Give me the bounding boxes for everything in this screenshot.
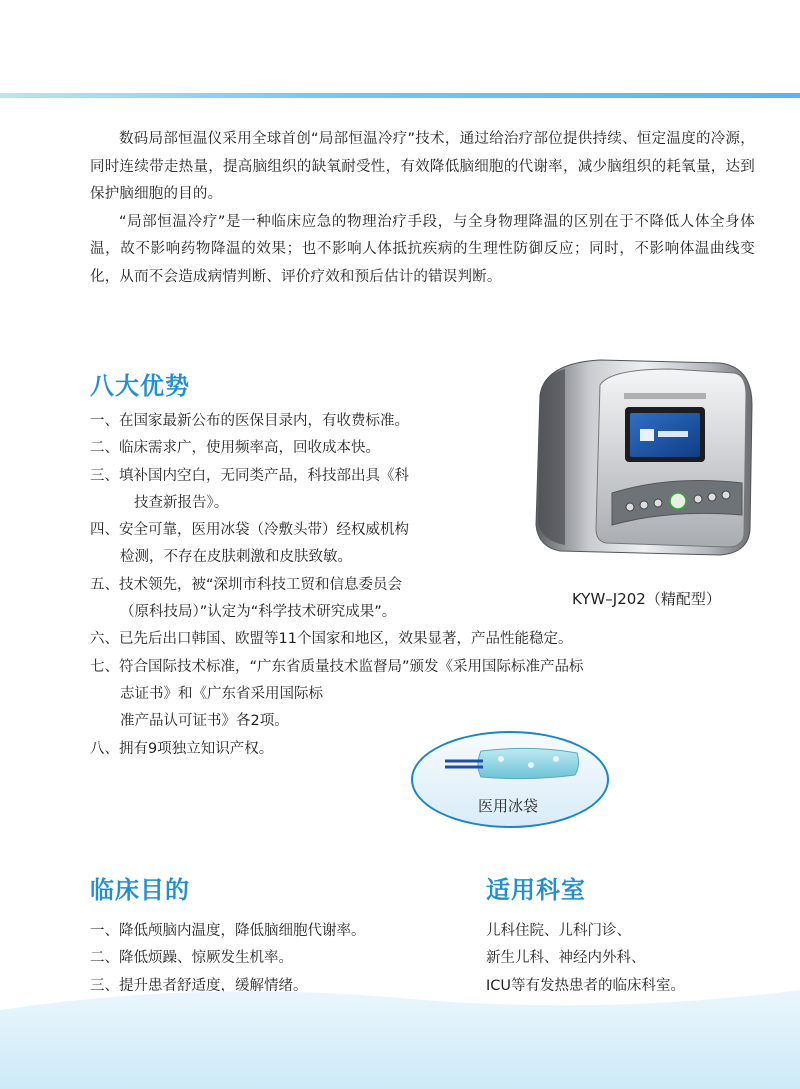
header-divider-line [0, 93, 800, 98]
list-item: 三、提升患者舒适度，缓解情绪。 [90, 977, 308, 994]
list-item-continuation: （原科技局）”认定为“科学技术研究成果”。 [120, 604, 397, 621]
list-item: ICU等有发热患者的临床科室。 [486, 977, 686, 994]
list-item: 一、在国家最新公布的医保目录内，有收费标准。 [90, 413, 409, 429]
list-item: 儿科住院、儿科门诊、 [486, 923, 631, 939]
departments-heading: 适用科室 [486, 876, 586, 904]
list-item: 六、已先后出口韩国、欧盟等11个国家和地区，效果显著，产品性能稳定。 [90, 631, 573, 648]
intro-text [90, 126, 755, 291]
ice-bag-caption: 医用冰袋 [478, 797, 539, 815]
list-item: 四、安全可靠，医用冰袋（冷敷头带）经权威机构 [90, 522, 409, 539]
intro-paragraph-2: “局部恒温冷疗”是一种临床应急的物理治疗手段，与全身物理降温的区别在于不降低人体全身体温，故不影响药物降温的效果；也不影响人体抵抗疾病的生理性防御反应；同时，不影响体温曲线变化，从而不会造成病情判断、评价疗效和预后估计的错误判断。 [90, 213, 755, 285]
list-item-continuation: 准产品认可证书》各2项。 [120, 713, 289, 730]
advantages-heading: 八大优势 [90, 372, 190, 400]
list-item: 一、降低颅脑内温度，降低脑细胞代谢率。 [90, 923, 366, 939]
product-model-caption: KYW–J202（精配型） [572, 590, 721, 608]
list-item-continuation: 技查新报告》。 [134, 494, 229, 511]
list-item-continuation: 志证书》和《广东省采用国际标 [120, 685, 323, 702]
list-item: 二、临床需求广，使用频率高，回收成本快。 [90, 440, 380, 457]
list-item-continuation: 检测，不存在皮肤刺激和皮肤致敏。 [120, 549, 352, 566]
clinical-heading: 临床目的 [90, 876, 190, 904]
list-item: 八、拥有9项独立知识产权。 [90, 740, 274, 757]
list-item: 三、填补国内空白，无同类产品，科技部出具《科 [90, 467, 409, 484]
intro-paragraph-1: 数码局部恒温仪采用全球首创“局部恒温冷疗”技术，通过给治疗部位提供持续、恒定温度的冷源，同时连续带走热量，提高脑组织的缺氧耐受性，有效降低脑细胞的代谢率，减少脑组织的耗氧量，达到保护脑细胞的目的。 [90, 131, 755, 202]
bottom-wave-decoration [0, 980, 800, 1089]
list-item: 七、符合国际技术标准，“广东省质量技术监督局”颁发《采用国际标准产品标 [90, 658, 584, 675]
list-item: 新生儿科、神经内外科、 [486, 950, 646, 967]
ice-bag-image [441, 745, 581, 785]
list-item: 五、技术领先，被“深圳市科技工贸和信息委员会 [90, 576, 403, 593]
advantages-list [90, 408, 584, 763]
list-item: 二、降低烦躁、惊厥发生机率。 [90, 950, 293, 967]
product-machine-image [520, 355, 760, 575]
